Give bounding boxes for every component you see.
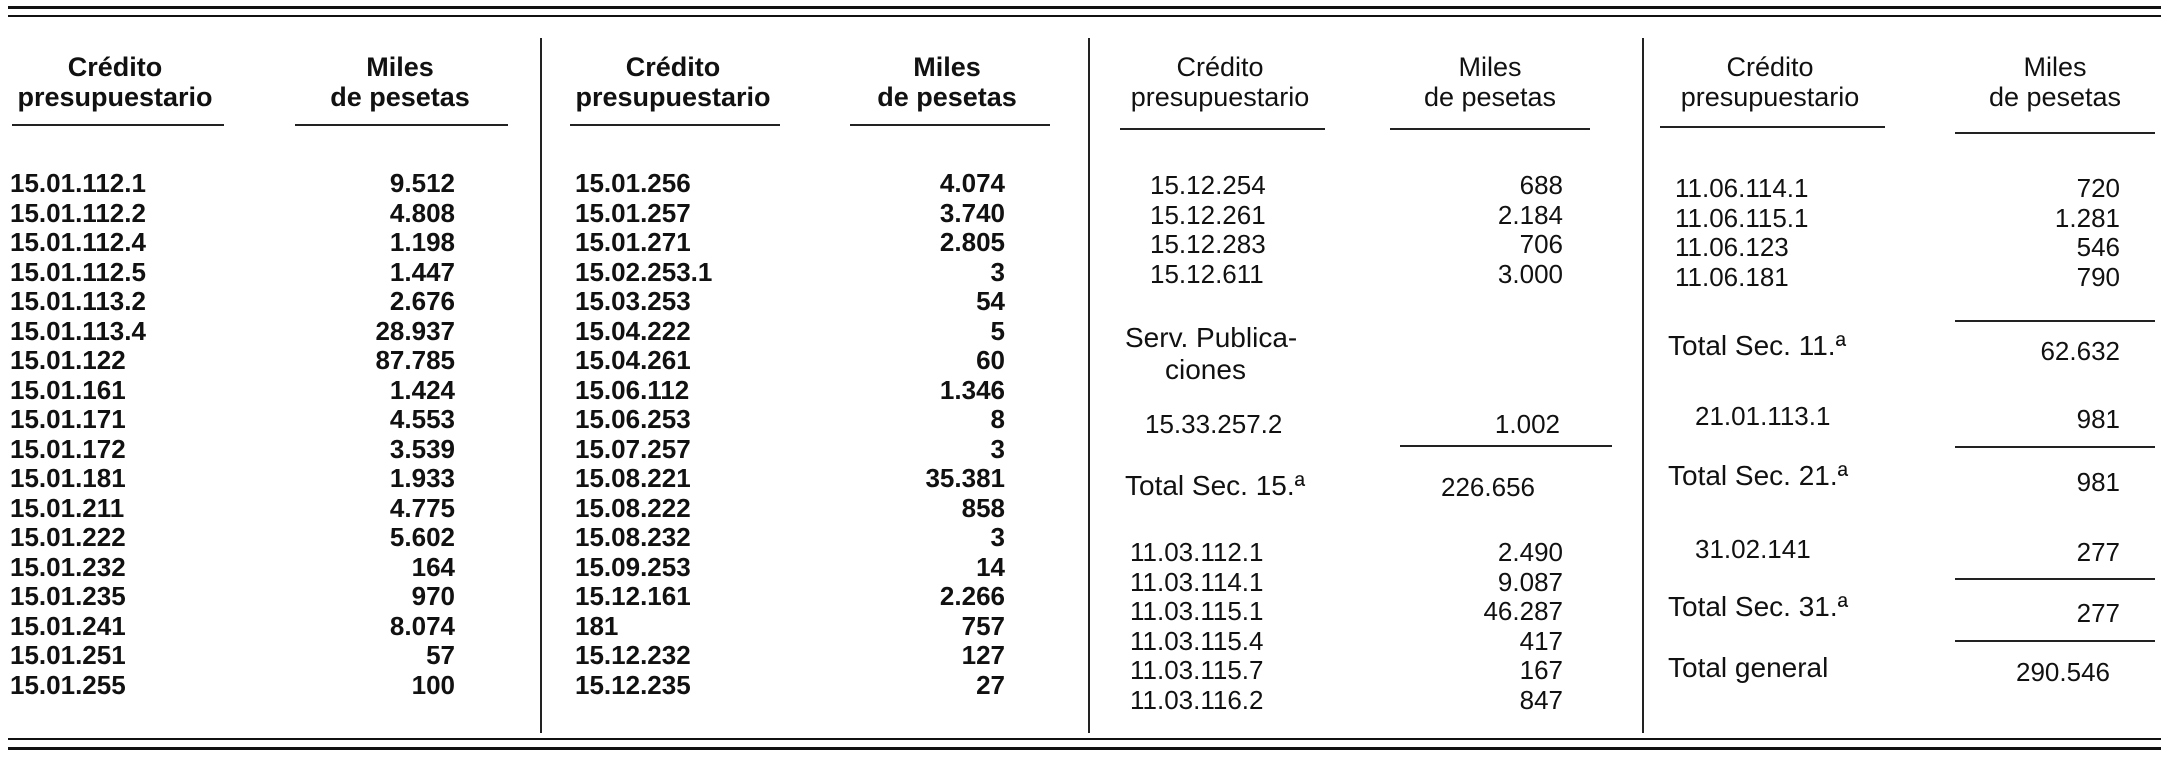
serv-publicaciones-label: Serv. Publica- ciones xyxy=(1125,322,1298,385)
row-value: 2.266 xyxy=(939,581,1005,611)
row-value: 4.074 xyxy=(939,168,1005,198)
row-value: 4.775 xyxy=(389,492,455,523)
row-value: 3.740 xyxy=(939,197,1005,228)
total-sec-15-value: 226.656 xyxy=(1441,472,1535,502)
row-value: 87.785 xyxy=(375,345,455,375)
separator-2 xyxy=(1088,38,1090,733)
row-value: 970 xyxy=(411,581,455,611)
row-code: 15.12.235 xyxy=(575,669,691,700)
row-code: 15.01.161 xyxy=(10,374,126,405)
total-sec-21-label: Total Sec. 21.ª xyxy=(1668,460,1849,491)
header-miles: Miles de pesetas xyxy=(330,52,470,112)
row-value: 4.808 xyxy=(389,197,455,228)
header-underline xyxy=(1390,128,1590,130)
row-code: 11.06.115.1 xyxy=(1675,202,1809,233)
row-code: 15.01.257 xyxy=(575,197,691,228)
header-underline xyxy=(295,124,508,126)
row-value: 790 xyxy=(2076,261,2120,292)
header-miles: Miles de pesetas xyxy=(877,52,1017,112)
row-code: 15.08.221 xyxy=(575,463,691,493)
row-value: 46.287 xyxy=(1483,596,1563,626)
row-code: 11.03.115.4 xyxy=(1130,625,1264,656)
separator-1 xyxy=(540,38,542,733)
row-code: 15.01.122 xyxy=(10,345,126,375)
row-value: 3.539 xyxy=(389,433,455,464)
row-value: 1.447 xyxy=(389,256,455,287)
row-code: 15.06.253 xyxy=(575,404,691,434)
header-miles: Miles de pesetas xyxy=(1988,52,2122,112)
row-code: 15.12.254 xyxy=(1150,170,1266,200)
row-value: 60 xyxy=(976,345,1005,375)
row-code: 15.01.113.4 xyxy=(10,315,146,346)
row-code: 11.06.181 xyxy=(1675,261,1789,292)
row-code: 11.06.123 xyxy=(1675,232,1789,262)
row-value: 8.074 xyxy=(389,610,455,641)
total-line xyxy=(1955,578,2155,580)
row-code: 11.03.112.1 xyxy=(1130,537,1264,567)
row-code: 15.01.222 xyxy=(10,522,126,552)
row-value: 28.937 xyxy=(375,315,455,346)
serv-row-value: 1.002 xyxy=(1494,409,1560,439)
total-sec-15-label: Total Sec. 15.ª xyxy=(1125,470,1306,501)
total-sec-11-label: Total Sec. 11.ª xyxy=(1668,330,1846,361)
separator-3 xyxy=(1642,38,1644,733)
row-value: 2.490 xyxy=(1497,537,1563,567)
row-value: 1.424 xyxy=(389,374,455,405)
row-value: 9.512 xyxy=(389,168,455,198)
row-31-value: 277 xyxy=(2076,537,2120,567)
row-code: 15.01.256 xyxy=(575,168,691,198)
row-value: 3 xyxy=(990,433,1005,464)
total-line xyxy=(1955,320,2155,322)
row-value: 1.198 xyxy=(389,227,455,257)
header-underline xyxy=(850,124,1050,126)
row-value: 417 xyxy=(1519,625,1563,656)
row-value: 9.087 xyxy=(1497,566,1563,597)
total-line xyxy=(1400,445,1612,447)
row-value: 1.346 xyxy=(939,374,1005,405)
row-value: 3 xyxy=(990,522,1005,552)
bottom-rule xyxy=(8,747,2161,750)
row-value: 14 xyxy=(976,551,1005,582)
header-credito: Crédito presupuestario xyxy=(1130,52,1310,112)
row-value: 688 xyxy=(1519,170,1563,200)
total-sec-11-value: 62.632 xyxy=(2040,336,2120,366)
row-code: 15.08.232 xyxy=(575,522,691,552)
row-code: 15.12.232 xyxy=(575,640,691,670)
row-code: 15.04.261 xyxy=(575,345,691,375)
row-code: 11.03.116.2 xyxy=(1130,684,1264,715)
row-code: 15.01.113.2 xyxy=(10,286,146,316)
row-code: 15.01.235 xyxy=(10,581,126,611)
row-21-value: 981 xyxy=(2076,404,2120,434)
header-underline xyxy=(12,124,224,126)
row-value: 3.000 xyxy=(1497,258,1563,289)
row-code: 15.12.611 xyxy=(1150,258,1264,289)
row-value: 3 xyxy=(990,256,1005,287)
total-general-label: Total general xyxy=(1668,652,1829,683)
row-code: 15.01.211 xyxy=(10,492,125,523)
row-value: 1.281 xyxy=(2054,202,2120,233)
row-code: 11.03.115.7 xyxy=(1130,655,1264,685)
total-line xyxy=(1955,640,2155,642)
row-code: 15.01.232 xyxy=(10,551,126,582)
row-value: 127 xyxy=(961,640,1005,670)
header-credito: Crédito presupuestario xyxy=(17,52,213,112)
row-value: 167 xyxy=(1519,655,1563,685)
row-value: 5.602 xyxy=(389,522,455,552)
row-value: 858 xyxy=(961,492,1005,523)
row-code: 15.01.251 xyxy=(10,640,126,670)
row-value: 2.805 xyxy=(939,227,1005,257)
row-code: 11.03.115.1 xyxy=(1130,596,1264,626)
row-code: 15.06.112 xyxy=(575,374,690,405)
row-code: 11.03.114.1 xyxy=(1130,566,1264,597)
row-code: 15.01.171 xyxy=(10,404,126,434)
row-value: 720 xyxy=(2076,173,2120,203)
row-code: 11.06.114.1 xyxy=(1675,173,1809,203)
row-code: 15.12.161 xyxy=(575,581,691,611)
row-value: 757 xyxy=(961,610,1005,641)
row-value: 2.184 xyxy=(1497,199,1563,230)
row-code: 15.09.253 xyxy=(575,551,691,582)
row-code: 15.12.261 xyxy=(1150,199,1266,230)
row-code: 15.01.172 xyxy=(10,433,126,464)
row-code: 15.02.253.1 xyxy=(575,256,713,287)
header-credito: Crédito presupuestario xyxy=(1680,52,1860,112)
row-code: 15.01.241 xyxy=(10,610,126,641)
row-21-code: 21.01.113.1 xyxy=(1695,401,1831,431)
row-code: 15.12.283 xyxy=(1150,229,1266,259)
total-line xyxy=(1955,446,2155,448)
row-value: 546 xyxy=(2076,232,2120,262)
header-credito: Crédito presupuestario xyxy=(575,52,771,112)
row-value: 5 xyxy=(990,315,1005,346)
total-sec-31-label: Total Sec. 31.ª xyxy=(1668,591,1849,622)
bottom-rule-inner xyxy=(8,738,2161,740)
row-value: 1.933 xyxy=(389,463,455,493)
header-miles: Miles de pesetas xyxy=(1423,52,1557,112)
total-sec-31-value: 277 xyxy=(2076,598,2120,628)
row-code: 15.07.257 xyxy=(575,433,691,464)
header-underline xyxy=(1955,132,2155,134)
row-value: 57 xyxy=(426,640,455,670)
row-value: 164 xyxy=(411,551,455,582)
row-code: 15.01.112.5 xyxy=(10,256,146,287)
row-31-code: 31.02.141 xyxy=(1695,534,1811,564)
row-code: 15.01.255 xyxy=(10,669,126,700)
row-code: 15.01.271 xyxy=(575,227,691,257)
row-value: 54 xyxy=(976,286,1005,316)
row-code: 15.03.253 xyxy=(575,286,691,316)
header-underline xyxy=(1660,126,1885,128)
serv-row-code: 15.33.257.2 xyxy=(1145,409,1283,439)
top-rule-inner xyxy=(8,15,2161,17)
row-code: 15.01.112.1 xyxy=(10,168,146,198)
row-value: 2.676 xyxy=(389,286,455,316)
total-general-value: 290.546 xyxy=(2016,657,2110,687)
row-value: 706 xyxy=(1519,229,1563,259)
row-value: 4.553 xyxy=(389,404,455,434)
row-code: 15.01.112.4 xyxy=(10,227,146,257)
row-value: 8 xyxy=(990,404,1005,434)
header-underline xyxy=(570,124,780,126)
top-rule xyxy=(8,6,2161,9)
row-code: 15.08.222 xyxy=(575,492,691,523)
row-code: 15.01.112.2 xyxy=(10,197,146,228)
row-value: 35.381 xyxy=(925,463,1005,493)
total-sec-21-value: 981 xyxy=(2076,467,2120,497)
header-underline xyxy=(1120,128,1325,130)
row-code: 181 xyxy=(575,610,619,641)
row-value: 27 xyxy=(976,669,1005,700)
row-code: 15.04.222 xyxy=(575,315,691,346)
row-code: 15.01.181 xyxy=(10,463,126,493)
row-value: 100 xyxy=(411,669,455,700)
row-value: 847 xyxy=(1519,684,1563,715)
